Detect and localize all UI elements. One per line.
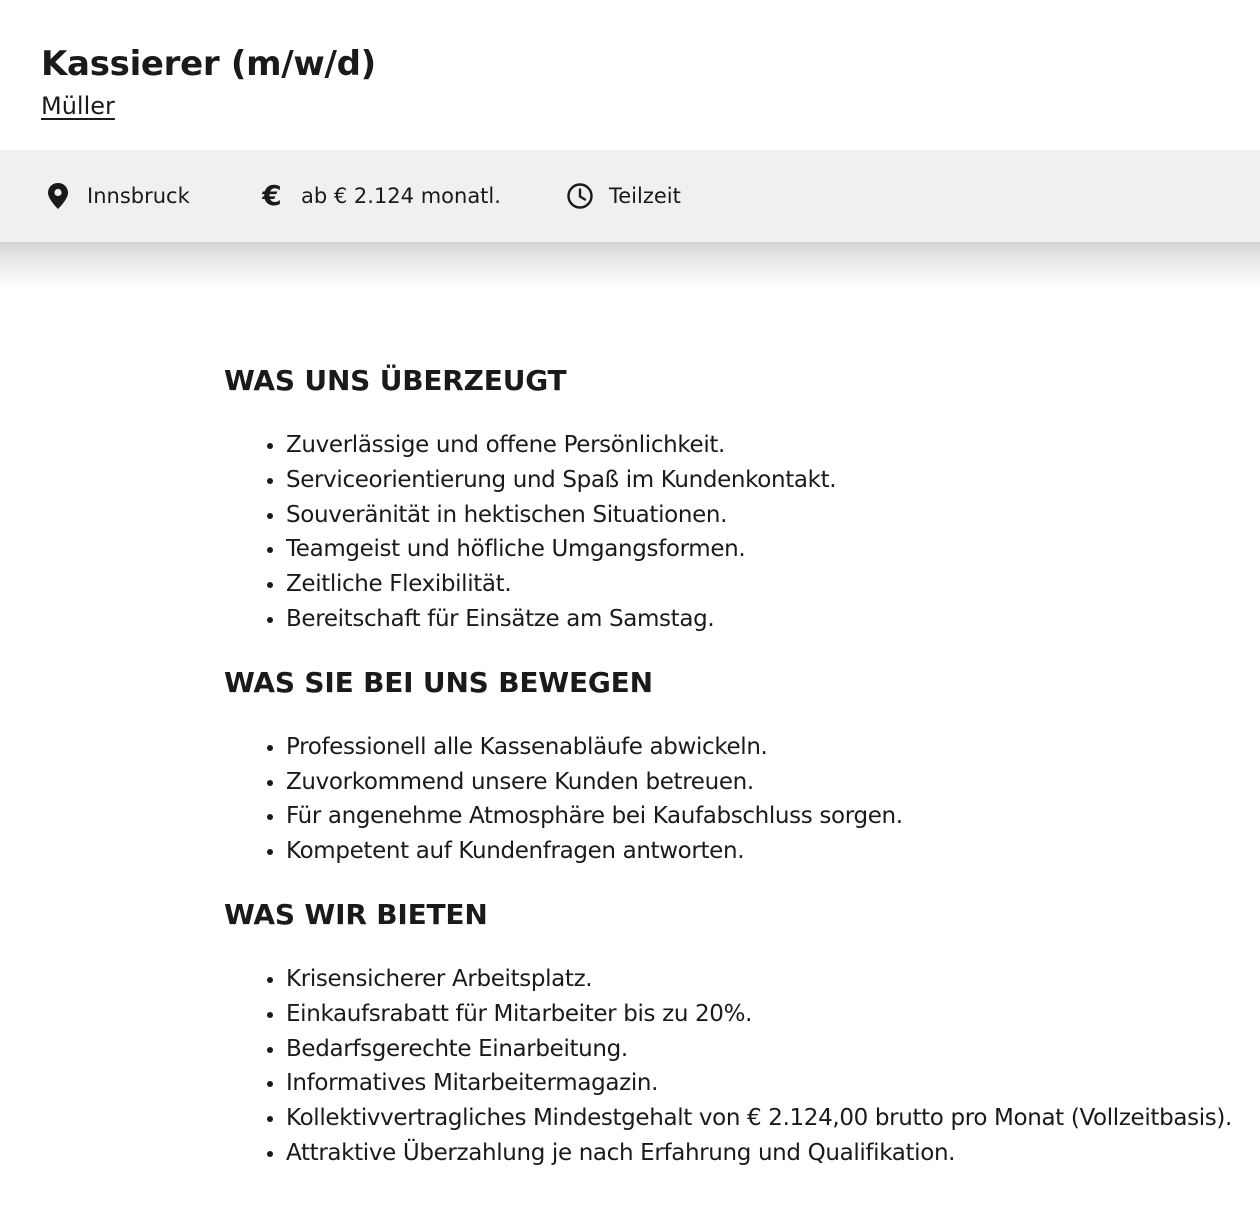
- list-item: • Kompetent auf Kundenfragen antworten.: [286, 834, 1260, 869]
- meta-bar-shadow: [0, 242, 1260, 289]
- section-list: [224, 730, 1260, 869]
- section-list: [224, 428, 1260, 637]
- meta-location: [44, 182, 258, 210]
- section-requirements: [224, 365, 1260, 637]
- meta-worktime-label: Teilzeit: [609, 184, 681, 208]
- list-item: • Zuvorkommend unsere Kunden betreuen.: [286, 765, 1260, 800]
- list-item: • Attraktive Überzahlung je nach Erfahrung und Qualifikation.: [286, 1136, 1260, 1171]
- list-item: • Souveränität in hektischen Situationen.: [286, 498, 1260, 533]
- section-tasks: [224, 667, 1260, 869]
- meta-location-label: Innsbruck: [87, 184, 190, 208]
- clock-icon: [566, 182, 594, 210]
- meta-salary: [258, 179, 566, 212]
- meta-worktime: [566, 182, 766, 210]
- list-item: • Krisensicherer Arbeitsplatz.: [286, 962, 1260, 997]
- company-link[interactable]: Müller: [41, 92, 115, 120]
- section-benefits: [224, 899, 1260, 1171]
- list-item: • Kollektivvertragliches Mindestgehalt von € 2.124,00 brutto pro Monat (Vollzeitbasis).: [286, 1101, 1260, 1136]
- list-item: • Teamgeist und höfliche Umgangsformen.: [286, 532, 1260, 567]
- section-list: [224, 962, 1260, 1171]
- list-item: • Informatives Mitarbeitermagazin.: [286, 1066, 1260, 1101]
- euro-icon: €: [262, 179, 282, 212]
- job-header: [0, 0, 1260, 120]
- list-item: • Zeitliche Flexibilität.: [286, 567, 1260, 602]
- job-description: [0, 289, 1260, 1171]
- list-item: • Bedarfsgerechte Einarbeitung.: [286, 1032, 1260, 1067]
- job-meta-bar: [0, 150, 1260, 242]
- list-item: • Professionell alle Kassenabläufe abwickeln.: [286, 730, 1260, 765]
- list-item: • Serviceorientierung und Spaß im Kundenkontakt.: [286, 463, 1260, 498]
- map-pin-icon: [44, 182, 72, 210]
- section-title: WAS SIE BEI UNS BEWEGEN: [224, 665, 653, 699]
- job-title: Kassierer (m/w/d): [41, 44, 376, 84]
- list-item: • Zuverlässige und offene Persönlichkeit.: [286, 428, 1260, 463]
- meta-salary-label: ab € 2.124 monatl.: [301, 184, 501, 208]
- list-item: • Einkaufsrabatt für Mitarbeiter bis zu 20%.: [286, 997, 1260, 1032]
- section-title: WAS WIR BIETEN: [224, 897, 488, 931]
- list-item: • Für angenehme Atmosphäre bei Kaufabschluss sorgen.: [286, 799, 1260, 834]
- list-item: • Bereitschaft für Einsätze am Samstag.: [286, 602, 1260, 637]
- section-title: WAS UNS ÜBERZEUGT: [224, 364, 567, 397]
